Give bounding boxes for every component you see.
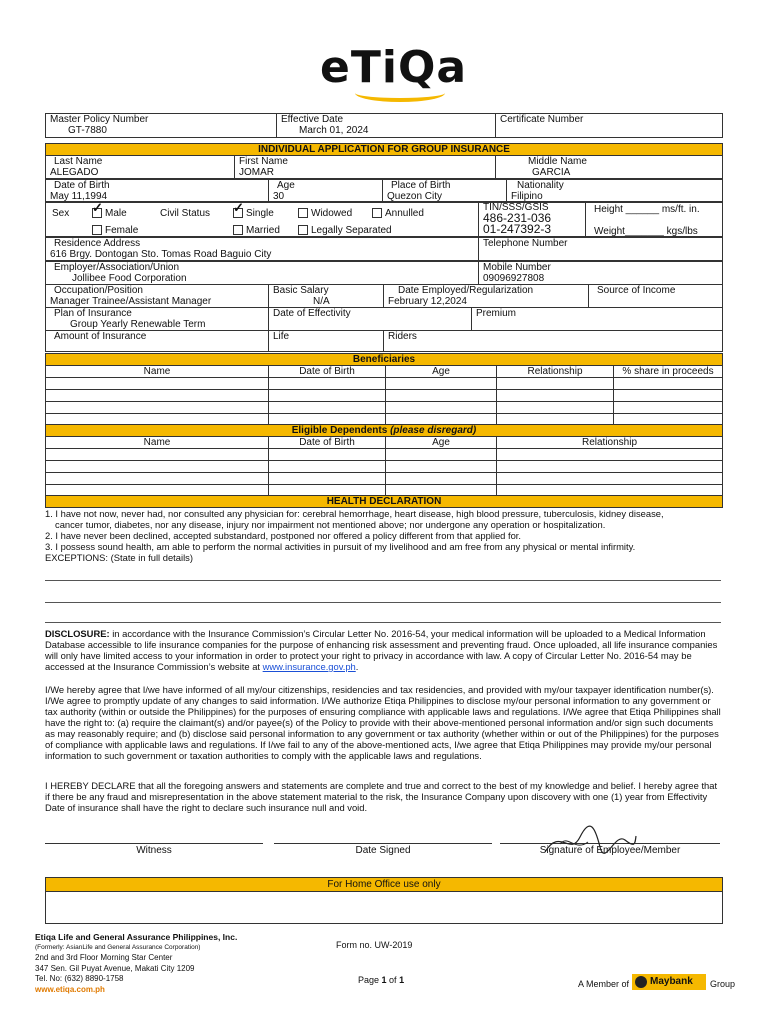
effective-date-cell: Effective Date March 01, 2024 <box>277 114 496 138</box>
employed-cell: Date Employed/Regularization February 12,2024 <box>384 285 589 308</box>
address-line-1: 2nd and 3rd Floor Morning Star Center <box>35 953 173 962</box>
health-item-2: 2. I have never been declined, accepted substandard, postponed nor offered a policy different from that applied for. <box>45 530 522 541</box>
telephone-cell: Telephone Number <box>479 238 723 261</box>
dependent-header-dob: Date of Birth <box>269 437 386 449</box>
policy-header-table <box>45 113 723 138</box>
table-row[interactable] <box>46 402 723 414</box>
legally-separated-checkbox[interactable] <box>298 225 308 235</box>
disclosure-paragraph: DISCLOSURE: in accordance with the Insurance Commission’s Circular Letter No. 2016-54, your medical information will be uploaded to a Medical Information Database accessible to life insurance companies for the purpose of enhancing risk assessment and preventing fraud. Once uploaded, all life insurance companies will only have limited access to your information in order to protect your right to privacy in accordance with law. A copy of Circular Letter No. 2016-54 may be accessed at the Insurance Commission’s website at www.insurance.gov.ph. <box>45 628 718 672</box>
tin-cell: TIN/SSS/GSIS 486-231-036 01-247392-3 <box>479 202 586 237</box>
employee-signature-label: Signature of Employee/Member <box>539 845 681 856</box>
age-cell: Age 30 <box>269 180 383 203</box>
first-name-cell: First Name JOMAR <box>235 156 496 179</box>
dependent-header-age: Age <box>386 437 497 449</box>
residence-cell: Residence Address 616 Brgy. Dontogan Sto. Tomas Road Baguio City <box>46 238 479 261</box>
plan-table <box>45 307 723 331</box>
last-name-cell: Last Name ALEGADO <box>46 156 235 179</box>
effectivity-cell: Date of Effectivity <box>269 308 472 331</box>
annulled-option[interactable]: Annulled <box>372 208 424 219</box>
home-office-box[interactable] <box>45 891 723 924</box>
salary-cell: Basic Salary N/A <box>269 285 384 308</box>
date-signed-label: Date Signed <box>355 845 411 856</box>
male-option[interactable]: ✓ Male <box>92 208 127 219</box>
dependents-title: Eligible Dependents (please disregard) <box>45 424 723 437</box>
employer-table <box>45 261 723 285</box>
health-item-3: 3. I possess sound health, am able to perform the normal activities in pursuit of my livelihood and am free from any physical or mental infirmity. <box>45 541 636 552</box>
single-checkbox[interactable] <box>233 208 243 218</box>
master-policy-cell: Master Policy Number GT-7880 <box>46 114 277 138</box>
insurance-gov-link[interactable]: www.insurance.gov.ph <box>262 661 356 672</box>
widowed-checkbox[interactable] <box>298 208 308 218</box>
dependents-table <box>45 436 723 497</box>
residence-table <box>45 237 723 261</box>
exceptions-line-3[interactable] <box>45 622 721 623</box>
witness-line[interactable] <box>45 843 263 844</box>
annulled-checkbox[interactable] <box>372 208 382 218</box>
married-option[interactable]: Married <box>233 225 280 236</box>
witness-label: Witness <box>136 845 172 856</box>
beneficiaries-header-row <box>46 366 723 378</box>
table-row[interactable] <box>46 461 723 473</box>
website-link[interactable]: www.etiqa.com.ph <box>35 984 105 994</box>
beneficiary-header-dob: Date of Birth <box>269 366 386 378</box>
status-table <box>45 201 723 237</box>
occupation-cell: Occupation/Position Manager Trainee/Assistant Manager <box>46 285 269 308</box>
date-signed-line[interactable] <box>274 843 492 844</box>
mobile-cell: Mobile Number 09096927808 <box>479 262 723 285</box>
maybank-icon <box>635 976 647 988</box>
married-checkbox[interactable] <box>233 225 243 235</box>
health-item-1: 1. I have not now, never had, nor consulted any physician for: cerebral hemorrhage, heart disease, high blood pressure, tuberculosis, kidney disease, <box>45 508 664 519</box>
height-weight-cell: Height ______ ms/ft. in. Weight_______ kgs/lbs <box>586 202 723 237</box>
health-item-1-cont: cancer tumor, diabetes, nor any disease, injury nor impairment not mentioned above; nor undergone any operation or hospitalization. <box>55 519 606 530</box>
table-row[interactable] <box>46 390 723 402</box>
premium-cell: Premium <box>472 308 723 331</box>
birth-table <box>45 179 723 203</box>
amount-cell: Amount of Insurance <box>46 331 269 352</box>
table-row[interactable] <box>46 473 723 485</box>
female-option[interactable]: Female <box>92 225 138 236</box>
riders-cell: Riders <box>384 331 723 352</box>
sex-civil-cell <box>46 202 479 237</box>
declaration-paragraph: I HEREBY DECLARE that all the foregoing answers and statements are complete and true and correct to the best of my knowledge and belief. I hereby agree that if there be any fraud and misrepresentation in the above statement material to the risk, the Insurance Company upon discovery with one (1) year from Effectivity Date of insurance shall have the right to declare such insurance null and void. <box>45 780 718 813</box>
logo-smile <box>355 84 445 102</box>
nationality-cell: Nationality Filipino <box>507 180 723 203</box>
widowed-option[interactable]: Widowed <box>298 208 352 219</box>
agreement-paragraph: I/We hereby agree that I/we have informed of all my/our citizenships, residencies and tax residencies, and provided with my/our taxpayer identification number(s). I/We agree to promptly update of any changes to said information. I/We authorize Etiqa Philippines to disclose my/our personal information to any government or tax authority (within or outside the Philippines) for the purposes of ensuring compliance with applicable laws and regulations. I/We agree that Etiqa Philippines shall have the right to: (a) require the claimant(s) and/or payee(s) of the Policy to provide with their above-mentioned personal information and/or sign such documents as may reasonably require; and (b) disclose said personal information to any government or tax authority (whether within or out of the Philippines) for the purposes of compliance with applicable laws and regulations. If I/we fail to any of the above-mentioned acts, I/we agree that Etiqa Philippines may provide my/our personal information to such government or taxation authorities to comply with the applicable laws and regulations. <box>45 684 721 761</box>
exceptions-label: EXCEPTIONS: (State in full details) <box>45 552 193 563</box>
middle-name-cell: Middle Name GARCIA <box>496 156 723 179</box>
dependents-note: (please disregard) <box>390 425 477 436</box>
etiqa-logo: eTiQa <box>320 42 468 93</box>
company-formerly: (Formerly: AsianLife and General Assurance Corporation) <box>35 943 201 951</box>
page-number: Page 1 of 1 <box>358 975 405 985</box>
beneficiaries-title: Beneficiaries <box>45 353 723 366</box>
pob-cell: Place of Birth Quezon City <box>383 180 507 203</box>
dob-cell: Date of Birth May 11,1994 <box>46 180 269 203</box>
maybank-logo: Maybank <box>632 974 706 990</box>
exceptions-line-2[interactable] <box>45 602 721 603</box>
health-declaration <box>45 508 723 563</box>
member-of-label: A Member of <box>578 979 630 989</box>
telephone: Tel. No: (632) 8890-1758 <box>35 974 124 983</box>
company-info <box>35 932 237 995</box>
signature-scribble <box>540 822 640 862</box>
table-row[interactable] <box>46 378 723 390</box>
beneficiary-header-name: Name <box>46 366 269 378</box>
dependent-header-relationship: Relationship <box>497 437 723 449</box>
employer-cell: Employer/Association/Union Jollibee Food Corporation <box>46 262 479 285</box>
application-title: INDIVIDUAL APPLICATION FOR GROUP INSURANCE <box>45 143 723 156</box>
beneficiary-header-relationship: Relationship <box>497 366 614 378</box>
applicant-table <box>45 155 723 179</box>
amount-table <box>45 330 723 352</box>
civil-status-label: Civil Status <box>160 208 211 219</box>
beneficiary-header-age: Age <box>386 366 497 378</box>
group-label: Group <box>710 979 736 989</box>
beneficiary-header-share: % share in proceeds <box>614 366 723 378</box>
certificate-number-cell: Certificate Number <box>496 114 723 138</box>
form-number: Form no. UW-2019 <box>336 940 413 950</box>
address-line-2: 347 Sen. Gil Puyat Avenue, Makati City 1209 <box>35 963 195 973</box>
dependents-header-row <box>46 437 723 449</box>
health-title: HEALTH DECLARATION <box>45 495 723 508</box>
plan-cell: Plan of Insurance Group Yearly Renewable Term <box>46 308 269 331</box>
male-checkbox[interactable] <box>92 208 102 218</box>
life-cell: Life <box>269 331 384 352</box>
sex-label: Sex <box>52 208 70 219</box>
exceptions-line-1[interactable] <box>45 580 721 581</box>
income-cell: Source of Income <box>589 285 723 308</box>
dependent-header-name: Name <box>46 437 269 449</box>
legally-separated-option[interactable]: Legally Separated <box>298 225 392 236</box>
table-row[interactable] <box>46 449 723 461</box>
occupation-table <box>45 284 723 308</box>
home-office-title: For Home Office use only <box>45 877 723 892</box>
female-checkbox[interactable] <box>92 225 102 235</box>
company-name: Etiqa Life and General Assurance Philippines, Inc. <box>35 932 238 942</box>
beneficiaries-table <box>45 365 723 426</box>
single-option[interactable]: ✓ Single <box>233 208 274 219</box>
